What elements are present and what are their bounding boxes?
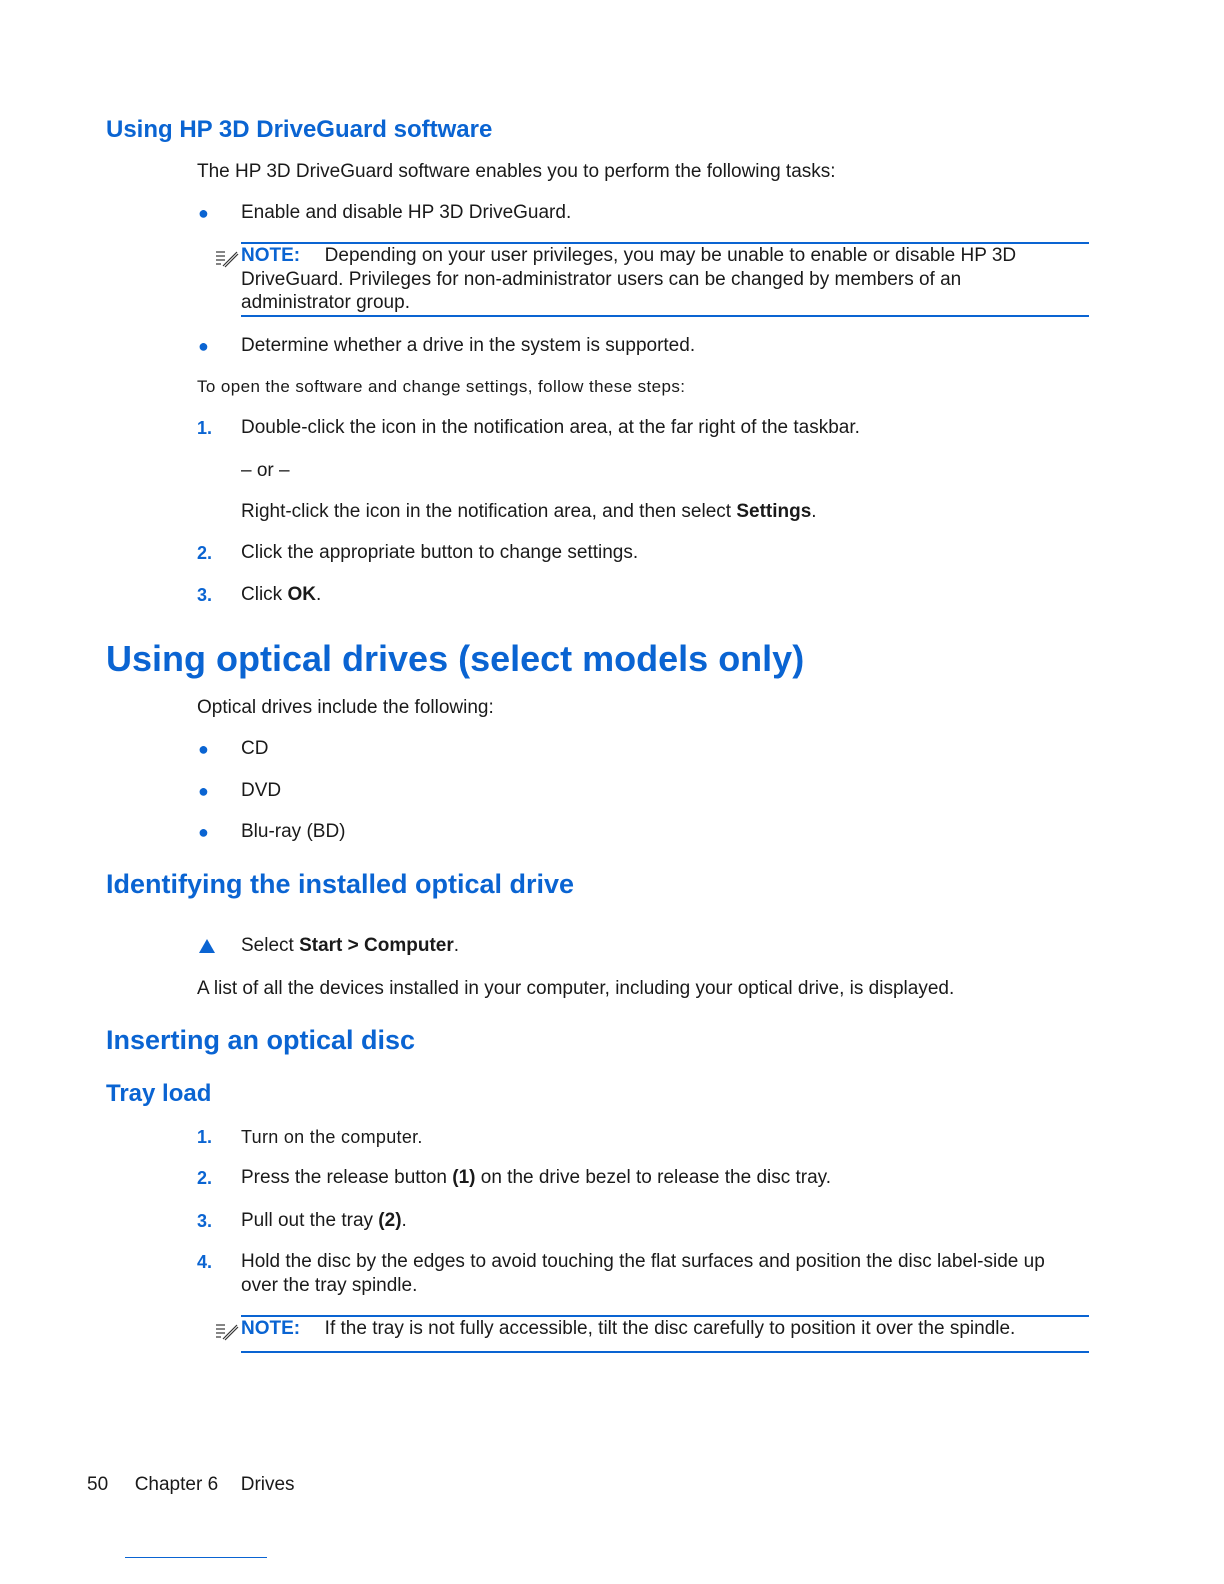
insert-step-4-line-2: over the tray spindle. xyxy=(241,1275,418,1296)
step-number: 3. xyxy=(197,1211,213,1231)
bullet-dot-icon: ● xyxy=(198,781,209,801)
note-pen-icon xyxy=(213,248,239,270)
alt-text: Right-click the icon in the notification area, and then select xyxy=(241,501,737,522)
note-label: NOTE: xyxy=(241,245,301,266)
driveguard-bullet-2: Determine whether a drive in the system is supported. xyxy=(241,335,696,356)
step-number: 1. xyxy=(197,1127,213,1147)
note-line-1: Depending on your user privileges, you may be unable to enable or disable HP 3D xyxy=(324,245,1017,266)
computer-label: Computer xyxy=(364,935,454,956)
optical-intro: Optical drives include the following: xyxy=(197,697,494,718)
bullet-dot-icon: ● xyxy=(198,336,209,356)
driveguard-note xyxy=(241,244,1016,268)
step3-text: Click xyxy=(241,584,288,605)
footer-title: Drives xyxy=(240,1474,295,1495)
ok-label: OK xyxy=(287,584,316,605)
heading-identify: Identifying the installed optical drive xyxy=(106,869,575,899)
driveguard-step-2: Click the appropriate button to change settings. xyxy=(241,542,639,563)
step-number: 2. xyxy=(197,1168,213,1188)
driveguard-bullet-1: Enable and disable HP 3D DriveGuard. xyxy=(241,202,572,223)
identify-step-text: Select xyxy=(241,935,300,956)
driveguard-step-3 xyxy=(241,583,321,607)
note-line-3: administrator group. xyxy=(241,292,410,313)
note-pen-icon xyxy=(213,1321,239,1343)
note-line-2: DriveGuard. Privileges for non-administrator users can be changed by members of an xyxy=(241,269,962,290)
step3-period: . xyxy=(315,584,322,605)
insert-note-text: If the tray is not fully accessible, tilt the disc carefully to position it over the spindle. xyxy=(324,1318,1016,1339)
path-separator: > xyxy=(342,935,365,956)
page-number: 50 xyxy=(87,1474,109,1495)
insert-note xyxy=(241,1317,1015,1341)
note-bottom-rule xyxy=(241,315,1089,317)
bullet-dot-icon: ● xyxy=(198,739,209,759)
step-number: 3. xyxy=(197,585,213,605)
heading-driveguard: Using HP 3D DriveGuard software xyxy=(106,116,493,143)
step3-period: . xyxy=(401,1210,407,1231)
callout-2: (2) xyxy=(378,1210,402,1231)
optical-item-cd: CD xyxy=(241,738,269,759)
step2-text: Press the release button xyxy=(241,1167,453,1188)
insert-step-1: Turn on the computer. xyxy=(241,1127,423,1147)
insert-step-2 xyxy=(241,1166,831,1190)
step2-text-end: on the drive bezel to release the disc tray. xyxy=(475,1167,832,1188)
or-separator: – or – xyxy=(241,460,290,481)
alt-period: . xyxy=(811,501,817,522)
identify-period: . xyxy=(453,935,460,956)
step-number: 2. xyxy=(197,543,213,563)
heading-optical-drives: Using optical drives (select models only) xyxy=(106,638,805,679)
identify-result: A list of all the devices installed in your computer, including your optical drive, is displayed. xyxy=(197,978,955,999)
optical-item-dvd: DVD xyxy=(241,780,282,801)
bullet-dot-icon: ● xyxy=(198,822,209,842)
note-bottom-rule xyxy=(241,1351,1089,1353)
note-label: NOTE: xyxy=(241,1318,301,1339)
driveguard-intro: The HP 3D DriveGuard software enables you to perform the following tasks: xyxy=(197,161,836,182)
identify-step xyxy=(241,934,459,958)
footer-rule xyxy=(125,1557,267,1558)
optical-item-bd: Blu-ray (BD) xyxy=(241,821,346,842)
footer xyxy=(87,1473,295,1497)
step3-text: Pull out the tray xyxy=(241,1210,379,1231)
start-label: Start xyxy=(299,935,343,956)
footer-chapter: Chapter 6 xyxy=(134,1474,219,1495)
heading-tray-load: Tray load xyxy=(106,1080,212,1107)
callout-1: (1) xyxy=(452,1167,476,1188)
step-number: 1. xyxy=(197,418,213,438)
driveguard-steps-intro: To open the software and change settings, follow these steps: xyxy=(197,377,686,396)
settings-label: Settings xyxy=(736,501,812,522)
bullet-dot-icon: ● xyxy=(198,203,209,223)
insert-step-3 xyxy=(241,1209,407,1233)
heading-inserting: Inserting an optical disc xyxy=(106,1025,416,1055)
insert-step-4-line-1: Hold the disc by the edges to avoid touching the flat surfaces and position the disc label-side up xyxy=(241,1251,1045,1272)
step-number: 4. xyxy=(197,1252,213,1272)
driveguard-step-1: Double-click the icon in the notification area, at the far right of the taskbar. xyxy=(241,417,860,438)
driveguard-step-1-alt xyxy=(241,500,817,524)
triangle-step-icon xyxy=(199,939,215,953)
